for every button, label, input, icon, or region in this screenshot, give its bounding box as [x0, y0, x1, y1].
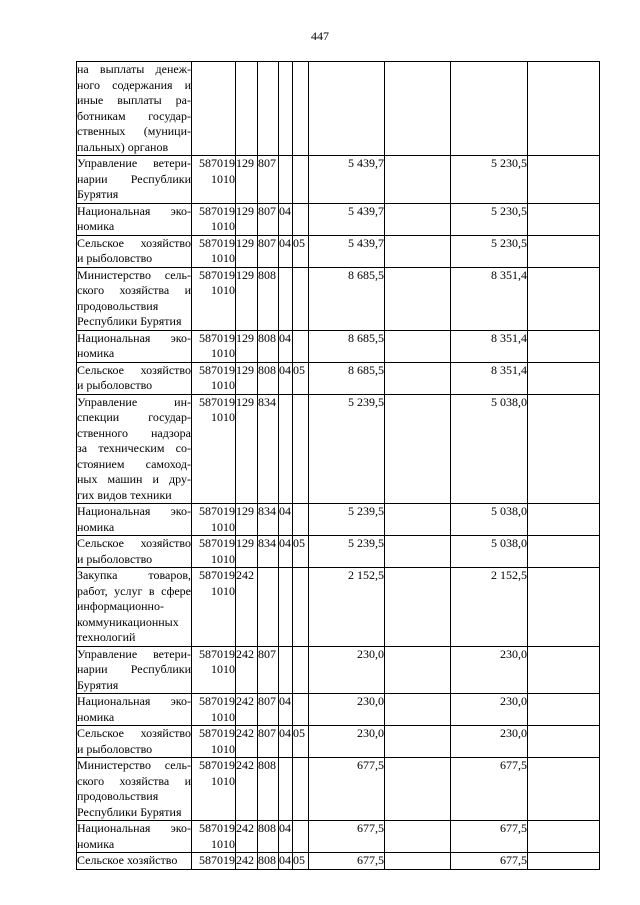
- row-code-part: 587019: [199, 156, 235, 170]
- row-code-part: 1010: [211, 378, 235, 392]
- row-name-line: на выплаты денеж-: [77, 62, 191, 76]
- row-grbs-cell: 808: [258, 853, 279, 870]
- row-code-cell: [192, 267, 236, 330]
- row-vr-cell: 242: [236, 568, 258, 647]
- table-row: [77, 853, 600, 870]
- row-amount-2-cell: 2 152,5: [451, 568, 528, 647]
- row-amount-1-cell: 677,5: [309, 853, 385, 870]
- row-pr-cell: [293, 203, 309, 235]
- table-row: [77, 758, 600, 821]
- row-name-line: ных машин и дру-: [77, 472, 191, 486]
- row-name-line: номика: [77, 219, 115, 233]
- page-number: 447: [311, 29, 329, 43]
- row-amount-1-cell: 5 439,7: [309, 156, 385, 204]
- row-code-part: 587019: [199, 203, 235, 218]
- row-grbs-cell: 808: [258, 330, 279, 362]
- row-code-part: 587019: [199, 394, 235, 409]
- row-code-cell: [192, 156, 236, 204]
- row-code-part: 587019: [199, 853, 235, 867]
- row-code-cell: [192, 694, 236, 726]
- row-amount-2-cell: 230,0: [451, 726, 528, 758]
- row-code-part: 587019: [199, 646, 235, 661]
- row-code-part: 1010: [211, 741, 235, 756]
- row-vr-cell: 242: [236, 853, 258, 870]
- row-name-cell: [77, 821, 192, 853]
- row-empty-cell: [528, 646, 600, 694]
- row-code-part: 587019: [199, 267, 235, 282]
- row-code-cell: [192, 646, 236, 694]
- row-code-part: 1010: [211, 709, 235, 724]
- row-pr-cell: 05: [293, 536, 309, 568]
- row-name-line: ственного надзора: [77, 425, 191, 440]
- table-row: [77, 646, 600, 694]
- row-amount-2-cell: 5 230,5: [451, 235, 528, 267]
- row-name-line: за техническим со-: [77, 441, 191, 455]
- row-name-line: коммуникационных: [77, 614, 179, 629]
- row-name-cell: [77, 330, 192, 362]
- row-vr-cell: 129: [236, 235, 258, 267]
- row-code-part: 1010: [211, 551, 235, 566]
- row-empty-cell: [385, 646, 451, 694]
- row-name-cell: [77, 504, 192, 536]
- row-empty-cell: [385, 568, 451, 647]
- row-empty-cell: [385, 394, 451, 504]
- row-name-line: номика: [77, 519, 115, 534]
- table-row: [77, 568, 600, 647]
- row-vr-cell: 242: [236, 694, 258, 726]
- row-name-line: номика: [77, 346, 115, 360]
- row-name-line: спекции государ-: [77, 410, 191, 424]
- row-code-cell: [192, 758, 236, 821]
- table-row: [77, 362, 600, 394]
- row-rz-cell: 04: [279, 726, 293, 758]
- row-code-cell: [192, 394, 236, 504]
- row-code-part: 587019: [199, 362, 235, 377]
- row-amount-2-cell: 677,5: [451, 853, 528, 870]
- row-grbs-cell: [258, 568, 279, 647]
- row-empty-cell: [385, 694, 451, 726]
- row-name-cell: [77, 646, 192, 694]
- row-name-line: иные выплаты ра-: [77, 93, 191, 107]
- row-empty-cell: [528, 203, 600, 235]
- row-rz-cell: 04: [279, 235, 293, 267]
- row-amount-1-cell: 5 239,5: [309, 394, 385, 504]
- row-amount-1-cell: 677,5: [309, 758, 385, 821]
- row-name-line: и рыболовство: [77, 741, 153, 756]
- row-pr-cell: [293, 156, 309, 204]
- row-empty-cell: [385, 821, 451, 853]
- row-name-line: Сельское хозяйство: [77, 536, 191, 550]
- row-rz-cell: 04: [279, 504, 293, 536]
- row-grbs-cell: 808: [258, 362, 279, 394]
- row-rz-cell: 04: [279, 853, 291, 867]
- row-name-line: Национальная эко-: [77, 330, 191, 345]
- row-name-line: Национальная эко-: [77, 694, 191, 708]
- table-row: [77, 203, 600, 235]
- table-row: [77, 394, 600, 504]
- row-rz-cell: [279, 758, 293, 821]
- row-name-line: Сельское хозяйство: [77, 853, 178, 867]
- row-name-line: Национальная эко-: [77, 504, 191, 518]
- row-amount-2-cell: 8 351,4: [451, 267, 528, 330]
- row-rz-cell: 04: [279, 821, 293, 853]
- row-name-line: нарии Республики: [77, 171, 191, 186]
- row-code-part: 1010: [211, 346, 235, 360]
- row-vr-cell: 129: [236, 156, 258, 204]
- row-name-line: и рыболовство: [77, 551, 153, 566]
- row-name-line: Управление ин-: [77, 394, 191, 409]
- row-pr-cell: [293, 646, 309, 694]
- row-vr-cell: 242: [236, 758, 258, 821]
- table-row: [77, 726, 600, 758]
- row-grbs-cell: 834: [258, 504, 279, 536]
- row-code-part: 587019: [199, 235, 235, 250]
- row-empty-cell: [528, 235, 600, 267]
- budget-table: [76, 61, 600, 870]
- row-amount-2-cell: 677,5: [451, 758, 528, 821]
- row-vr-cell: 129: [236, 203, 258, 235]
- row-pr-cell: [293, 694, 309, 726]
- row-code-part: 587019: [199, 536, 235, 550]
- row-empty-cell: [528, 330, 600, 362]
- row-rz-cell: [279, 267, 293, 330]
- row-rz-cell: 04: [279, 536, 293, 568]
- table-row: [77, 504, 600, 536]
- row-rz-cell: 04: [279, 203, 293, 235]
- row-name-line: продовольствия: [77, 298, 159, 313]
- row-rz-cell: [279, 156, 293, 204]
- row-amount-2-cell: 5 230,5: [451, 203, 528, 235]
- row-grbs-cell: 807: [258, 726, 279, 758]
- row-empty-cell: [385, 156, 451, 204]
- row-code-cell: [192, 568, 236, 647]
- row-empty-cell: [385, 330, 451, 362]
- row-rz-cell: 04: [279, 362, 293, 394]
- row-pr-cell: [293, 62, 309, 156]
- row-name-line: номика: [77, 836, 115, 851]
- row-name-line: Национальная эко-: [77, 203, 191, 218]
- row-grbs-cell: 807: [258, 694, 279, 726]
- row-amount-1-cell: 230,0: [309, 646, 385, 694]
- row-empty-cell: [528, 536, 600, 568]
- row-amount-1-cell: 5 239,5: [309, 536, 385, 568]
- row-name-line: Бурятия: [77, 677, 119, 692]
- row-code-part: 1010: [211, 662, 235, 676]
- row-vr-cell: 129: [236, 330, 258, 362]
- row-amount-2-cell: 677,5: [451, 821, 528, 853]
- row-empty-cell: [385, 62, 451, 156]
- row-rz-cell: [279, 646, 293, 694]
- row-grbs-cell: [258, 62, 279, 156]
- row-vr-cell: 129: [236, 504, 258, 536]
- row-name-cell: [77, 694, 192, 726]
- row-amount-1-cell: 230,0: [309, 726, 385, 758]
- row-vr-cell: 242: [236, 726, 258, 758]
- row-empty-cell: [528, 156, 600, 204]
- row-name-line: Сельское хозяйство: [77, 726, 191, 740]
- row-grbs-cell: 808: [258, 758, 279, 821]
- row-code-part: 1010: [211, 773, 235, 788]
- row-pr-cell: [293, 504, 309, 536]
- row-rz-cell: [279, 568, 293, 647]
- row-code-part: 1010: [211, 219, 235, 233]
- row-name-line: ботникам государ-: [77, 108, 191, 123]
- row-name-line: стоянием самоход-: [77, 456, 191, 471]
- row-amount-2-cell: 5 038,0: [451, 536, 528, 568]
- row-amount-1-cell: 5 439,7: [309, 203, 385, 235]
- row-empty-cell: [385, 235, 451, 267]
- row-code-part: 587019: [199, 330, 235, 345]
- row-amount-2-cell: 5 038,0: [451, 504, 528, 536]
- row-name-cell: [77, 235, 192, 267]
- row-name-cell: [77, 362, 192, 394]
- row-pr-cell: [293, 394, 309, 504]
- row-amount-1-cell: [309, 62, 385, 156]
- row-name-line: пальных) органов: [77, 139, 169, 154]
- row-code-part: 1010: [211, 283, 235, 297]
- row-name-cell: [77, 203, 192, 235]
- row-vr-cell: 129: [236, 362, 258, 394]
- row-grbs-cell: 808: [258, 267, 279, 330]
- row-name-line: продовольствия: [77, 789, 159, 803]
- table-row: [77, 156, 600, 204]
- row-code-part: 587019: [199, 821, 235, 835]
- row-code-part: 1010: [211, 251, 235, 265]
- row-pr-cell: [293, 758, 309, 821]
- row-rz-cell: 04: [279, 330, 293, 362]
- row-name-line: Министерство сель-: [77, 267, 191, 282]
- row-name-line: технологий: [77, 630, 136, 644]
- row-empty-cell: [385, 758, 451, 821]
- row-name-line: ского хозяйства и: [77, 773, 191, 788]
- row-pr-cell: 05: [293, 235, 309, 267]
- row-empty-cell: [385, 853, 451, 870]
- table-row: [77, 330, 600, 362]
- row-empty-cell: [528, 758, 600, 821]
- row-empty-cell: [385, 726, 451, 758]
- row-name-line: информационно-: [77, 599, 164, 613]
- row-name-line: Национальная эко-: [77, 821, 191, 835]
- row-name-line: ственных (муници-: [77, 124, 191, 138]
- row-vr-cell: 129: [236, 267, 258, 330]
- row-amount-1-cell: 8 685,5: [309, 330, 385, 362]
- row-code-part: 587019: [199, 504, 235, 518]
- row-pr-cell: [293, 330, 309, 362]
- row-vr-cell: 129: [236, 536, 258, 568]
- row-grbs-cell: 807: [258, 235, 279, 267]
- row-name-cell: [77, 62, 192, 156]
- row-rz-cell: [279, 62, 293, 156]
- row-amount-2-cell: 8 351,4: [451, 330, 528, 362]
- row-amount-1-cell: 8 685,5: [309, 362, 385, 394]
- row-pr-cell: [293, 821, 309, 853]
- row-vr-cell: 242: [236, 821, 258, 853]
- row-amount-1-cell: 5 239,5: [309, 504, 385, 536]
- row-name-line: Управление ветери-: [77, 156, 191, 170]
- row-code-part: 1010: [211, 836, 235, 851]
- row-amount-2-cell: 5 038,0: [451, 394, 528, 504]
- row-empty-cell: [385, 362, 451, 394]
- row-name-cell: [77, 536, 192, 568]
- row-name-line: Министерство сель-: [77, 758, 191, 772]
- row-empty-cell: [385, 504, 451, 536]
- row-code-cell: [192, 330, 236, 362]
- row-pr-cell: 05: [293, 362, 309, 394]
- row-pr-cell: 05: [293, 853, 309, 870]
- row-empty-cell: [528, 362, 600, 394]
- table-row: [77, 235, 600, 267]
- row-empty-cell: [528, 267, 600, 330]
- row-code-part: 1010: [211, 519, 235, 534]
- row-name-line: Республики Бурятия: [77, 314, 182, 328]
- row-name-line: Управление ветери-: [77, 646, 191, 661]
- row-code-cell: [192, 536, 236, 568]
- row-name-line: работ, услуг в сфере: [77, 583, 191, 598]
- row-name-line: Закупка товаров,: [77, 568, 191, 582]
- row-name-cell: [77, 568, 192, 647]
- row-pr-cell: [293, 568, 309, 647]
- table-row: [77, 694, 600, 726]
- row-empty-cell: [528, 853, 600, 870]
- row-code-part: 587019: [199, 758, 235, 772]
- row-name-cell: [77, 758, 192, 821]
- row-empty-cell: [528, 568, 600, 647]
- row-code-part: 587019: [199, 726, 235, 740]
- table-row: [77, 536, 600, 568]
- row-code-cell: [192, 235, 236, 267]
- row-empty-cell: [385, 203, 451, 235]
- row-grbs-cell: 807: [258, 203, 279, 235]
- row-name-line: и рыболовство: [77, 378, 153, 392]
- row-empty-cell: [385, 536, 451, 568]
- row-empty-cell: [385, 267, 451, 330]
- row-name-line: Сельское хозяйство: [77, 235, 191, 250]
- row-amount-2-cell: 230,0: [451, 694, 528, 726]
- row-vr-cell: 129: [236, 394, 258, 504]
- row-amount-2-cell: 5 230,5: [451, 156, 528, 204]
- row-name-line: номика: [77, 709, 115, 724]
- row-amount-1-cell: 8 685,5: [309, 267, 385, 330]
- row-amount-2-cell: 8 351,4: [451, 362, 528, 394]
- row-code-part: 587019: [199, 568, 235, 582]
- row-code-part: 1010: [211, 171, 235, 186]
- row-vr-cell: [236, 62, 258, 156]
- table-row: [77, 821, 600, 853]
- row-name-line: Сельское хозяйство: [77, 362, 191, 377]
- row-amount-1-cell: 2 152,5: [309, 568, 385, 647]
- row-pr-cell: 05: [293, 726, 309, 758]
- row-grbs-cell: 834: [258, 536, 279, 568]
- row-code-part: 1010: [211, 583, 235, 598]
- row-code-cell: [192, 821, 236, 853]
- row-amount-1-cell: 230,0: [309, 694, 385, 726]
- row-code-cell: [192, 203, 236, 235]
- row-rz-cell: 04: [279, 694, 293, 726]
- row-code-cell: [192, 62, 236, 156]
- row-code-part: 587019: [199, 694, 235, 708]
- row-name-line: ного содержания и: [77, 77, 191, 92]
- row-pr-cell: [293, 267, 309, 330]
- row-code-cell: [192, 853, 236, 870]
- row-amount-1-cell: 677,5: [309, 821, 385, 853]
- row-empty-cell: [528, 821, 600, 853]
- row-name-line: гих видов техники: [77, 487, 172, 502]
- row-code-cell: [192, 362, 236, 394]
- table-row: [77, 267, 600, 330]
- row-vr-cell: 242: [236, 646, 258, 694]
- row-amount-2-cell: 230,0: [451, 646, 528, 694]
- row-code-cell: [192, 726, 236, 758]
- row-empty-cell: [528, 394, 600, 504]
- row-empty-cell: [528, 62, 600, 156]
- row-name-cell: [77, 726, 192, 758]
- row-empty-cell: [528, 504, 600, 536]
- row-name-cell: [77, 394, 192, 504]
- table-row: [77, 62, 600, 156]
- row-name-line: Бурятия: [77, 187, 119, 201]
- row-empty-cell: [528, 726, 600, 758]
- table-body: [77, 62, 600, 870]
- row-empty-cell: [528, 694, 600, 726]
- row-grbs-cell: 808: [258, 821, 279, 853]
- row-code-part: 1010: [211, 410, 235, 424]
- row-grbs-cell: 807: [258, 156, 279, 204]
- row-grbs-cell: 834: [258, 394, 279, 504]
- row-name-cell: [77, 156, 192, 204]
- row-grbs-cell: 807: [258, 646, 279, 694]
- row-name-line: ского хозяйства и: [77, 283, 191, 297]
- row-amount-1-cell: 5 439,7: [309, 235, 385, 267]
- row-name-cell: [77, 853, 192, 870]
- row-name-cell: [77, 267, 192, 330]
- row-name-line: и рыболовство: [77, 251, 153, 265]
- row-name-line: Республики Бурятия: [77, 804, 182, 819]
- row-rz-cell: [279, 394, 293, 504]
- row-name-line: нарии Республики: [77, 662, 191, 676]
- row-code-cell: [192, 504, 236, 536]
- row-amount-2-cell: [451, 62, 528, 156]
